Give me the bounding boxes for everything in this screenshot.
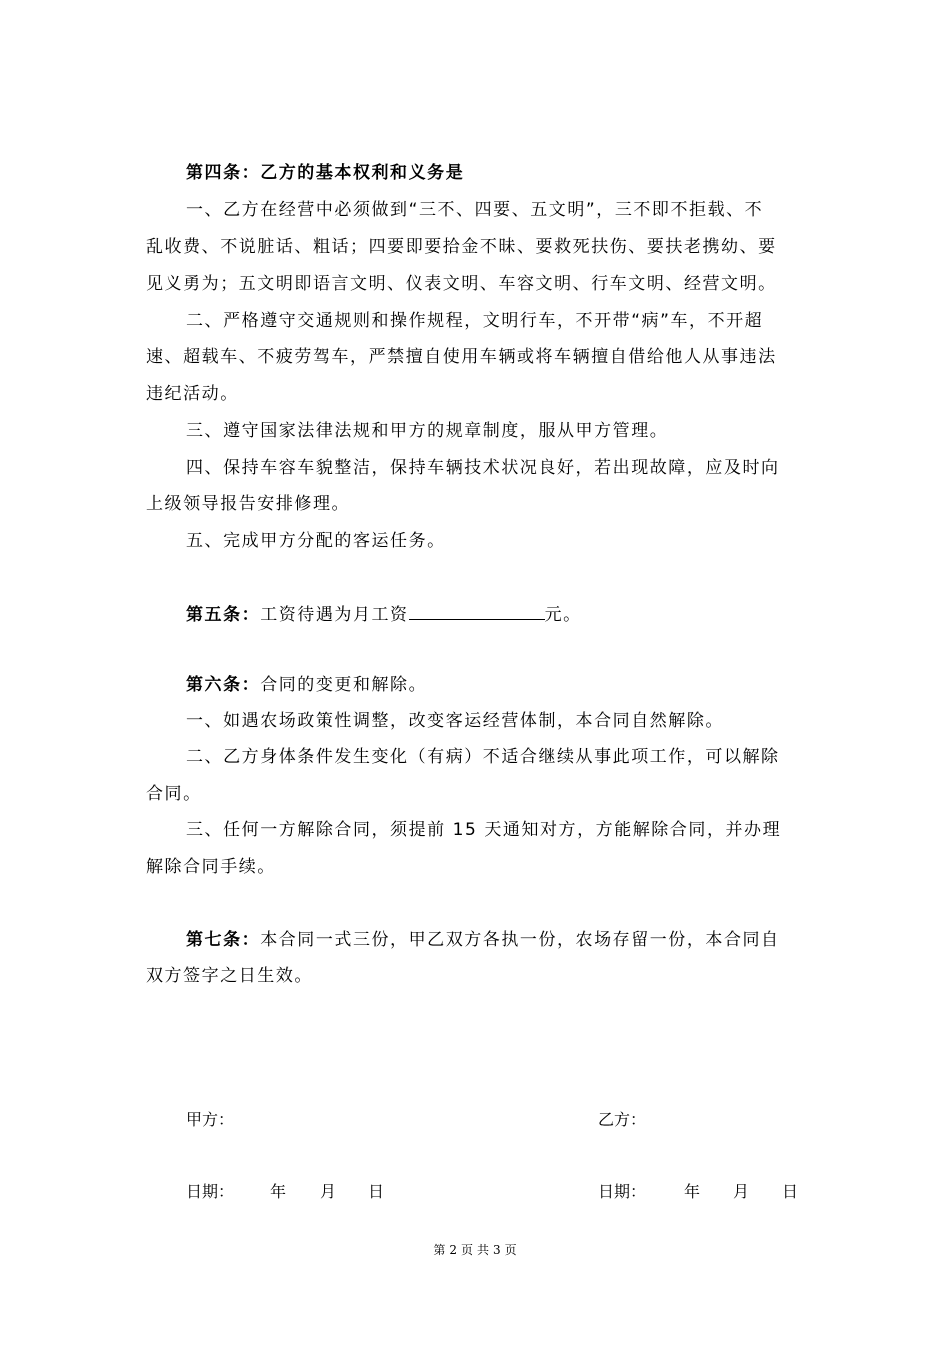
party-b-month: 月 bbox=[733, 1182, 750, 1201]
article6-title: 合同的变更和解除。 bbox=[260, 675, 428, 695]
footer-total-pages: 3 bbox=[493, 1243, 501, 1257]
page-footer bbox=[0, 1241, 950, 1259]
party-a-month: 月 bbox=[320, 1182, 337, 1201]
article6-heading bbox=[186, 673, 816, 697]
article4-p1-line3: 见义勇为；五文明即语言文明、仪表文明、车容文明、行车文明、经营文明。 bbox=[146, 274, 777, 294]
article6-label: 第六条： bbox=[186, 675, 261, 695]
article6-p2-line2: 合同。 bbox=[146, 784, 202, 804]
article6-p3-line1: 三、任何一方解除合同，须提前 15 天通知对方，方能解除合同，并办理 bbox=[186, 820, 782, 840]
article4-p2-line3: 违纪活动。 bbox=[146, 384, 239, 404]
article6-p2-line1: 二、乙方身体条件发生变化（有病）不适合继续从事此项工作，可以解除 bbox=[186, 747, 780, 767]
party-a-label: 甲方： bbox=[186, 1110, 235, 1129]
article5-label: 第五条： bbox=[186, 605, 261, 625]
footer-suffix: 页 bbox=[504, 1243, 517, 1257]
article4-p3: 三、遵守国家法律法规和甲方的规章制度，服从甲方管理。 bbox=[186, 421, 669, 441]
party-a-day: 日 bbox=[368, 1182, 385, 1201]
salary-blank bbox=[409, 601, 545, 620]
article5-line bbox=[186, 601, 816, 627]
article5-unit: 元。 bbox=[544, 605, 582, 625]
party-b-date-label: 日期： bbox=[598, 1182, 647, 1201]
party-a-year: 年 bbox=[270, 1182, 287, 1201]
article4-p1-line2: 乱收费、不说脏话、粗话；四要即要拾金不昧、要救死扶伤、要扶老携幼、要 bbox=[146, 237, 777, 257]
article6-p3-line2: 解除合同手续。 bbox=[146, 857, 276, 877]
article4-p2-line1: 二、严格遵守交通规则和操作规程，文明行车，不开带“病”车，不开超 bbox=[186, 311, 764, 331]
party-b-year: 年 bbox=[684, 1182, 701, 1201]
party-b-day: 日 bbox=[782, 1182, 799, 1201]
article4-p5: 五、完成甲方分配的客运任务。 bbox=[186, 531, 446, 551]
article4-p1-line1: 一、乙方在经营中必须做到“三不、四要、五文明”，三不即不拒载、不 bbox=[186, 200, 764, 220]
footer-current-page: 2 bbox=[449, 1243, 457, 1257]
party-a-date-label: 日期： bbox=[186, 1182, 235, 1201]
footer-total-word: 共 bbox=[477, 1243, 490, 1257]
article4-p4-line2: 上级领导报告安排修理。 bbox=[146, 494, 351, 514]
article4-p4-line1: 四、保持车容车貌整洁，保持车辆技术状况良好，若出现故障，应及时向 bbox=[186, 458, 780, 478]
article4-p2-line2: 速、超载车、不疲劳驾车，严禁擅自使用车辆或将车辆擅自借给他人从事违法 bbox=[146, 347, 777, 367]
party-b-label: 乙方： bbox=[598, 1110, 647, 1129]
article7-label: 第七条： bbox=[186, 930, 261, 950]
article6-p1: 一、如遇农场政策性调整，改变客运经营体制，本合同自然解除。 bbox=[186, 711, 724, 731]
article7-line2: 双方签字之日生效。 bbox=[146, 966, 313, 986]
article7-line1 bbox=[186, 928, 816, 952]
article5-text: 工资待遇为月工资 bbox=[260, 605, 409, 625]
article7-text: 本合同一式三份，甲乙双方各执一份，农场存留一份，本合同自 bbox=[260, 930, 780, 950]
footer-prefix: 第 bbox=[433, 1243, 446, 1257]
article4-heading: 第四条：乙方的基本权利和义务是 bbox=[186, 163, 465, 183]
footer-page-word: 页 bbox=[460, 1243, 473, 1257]
